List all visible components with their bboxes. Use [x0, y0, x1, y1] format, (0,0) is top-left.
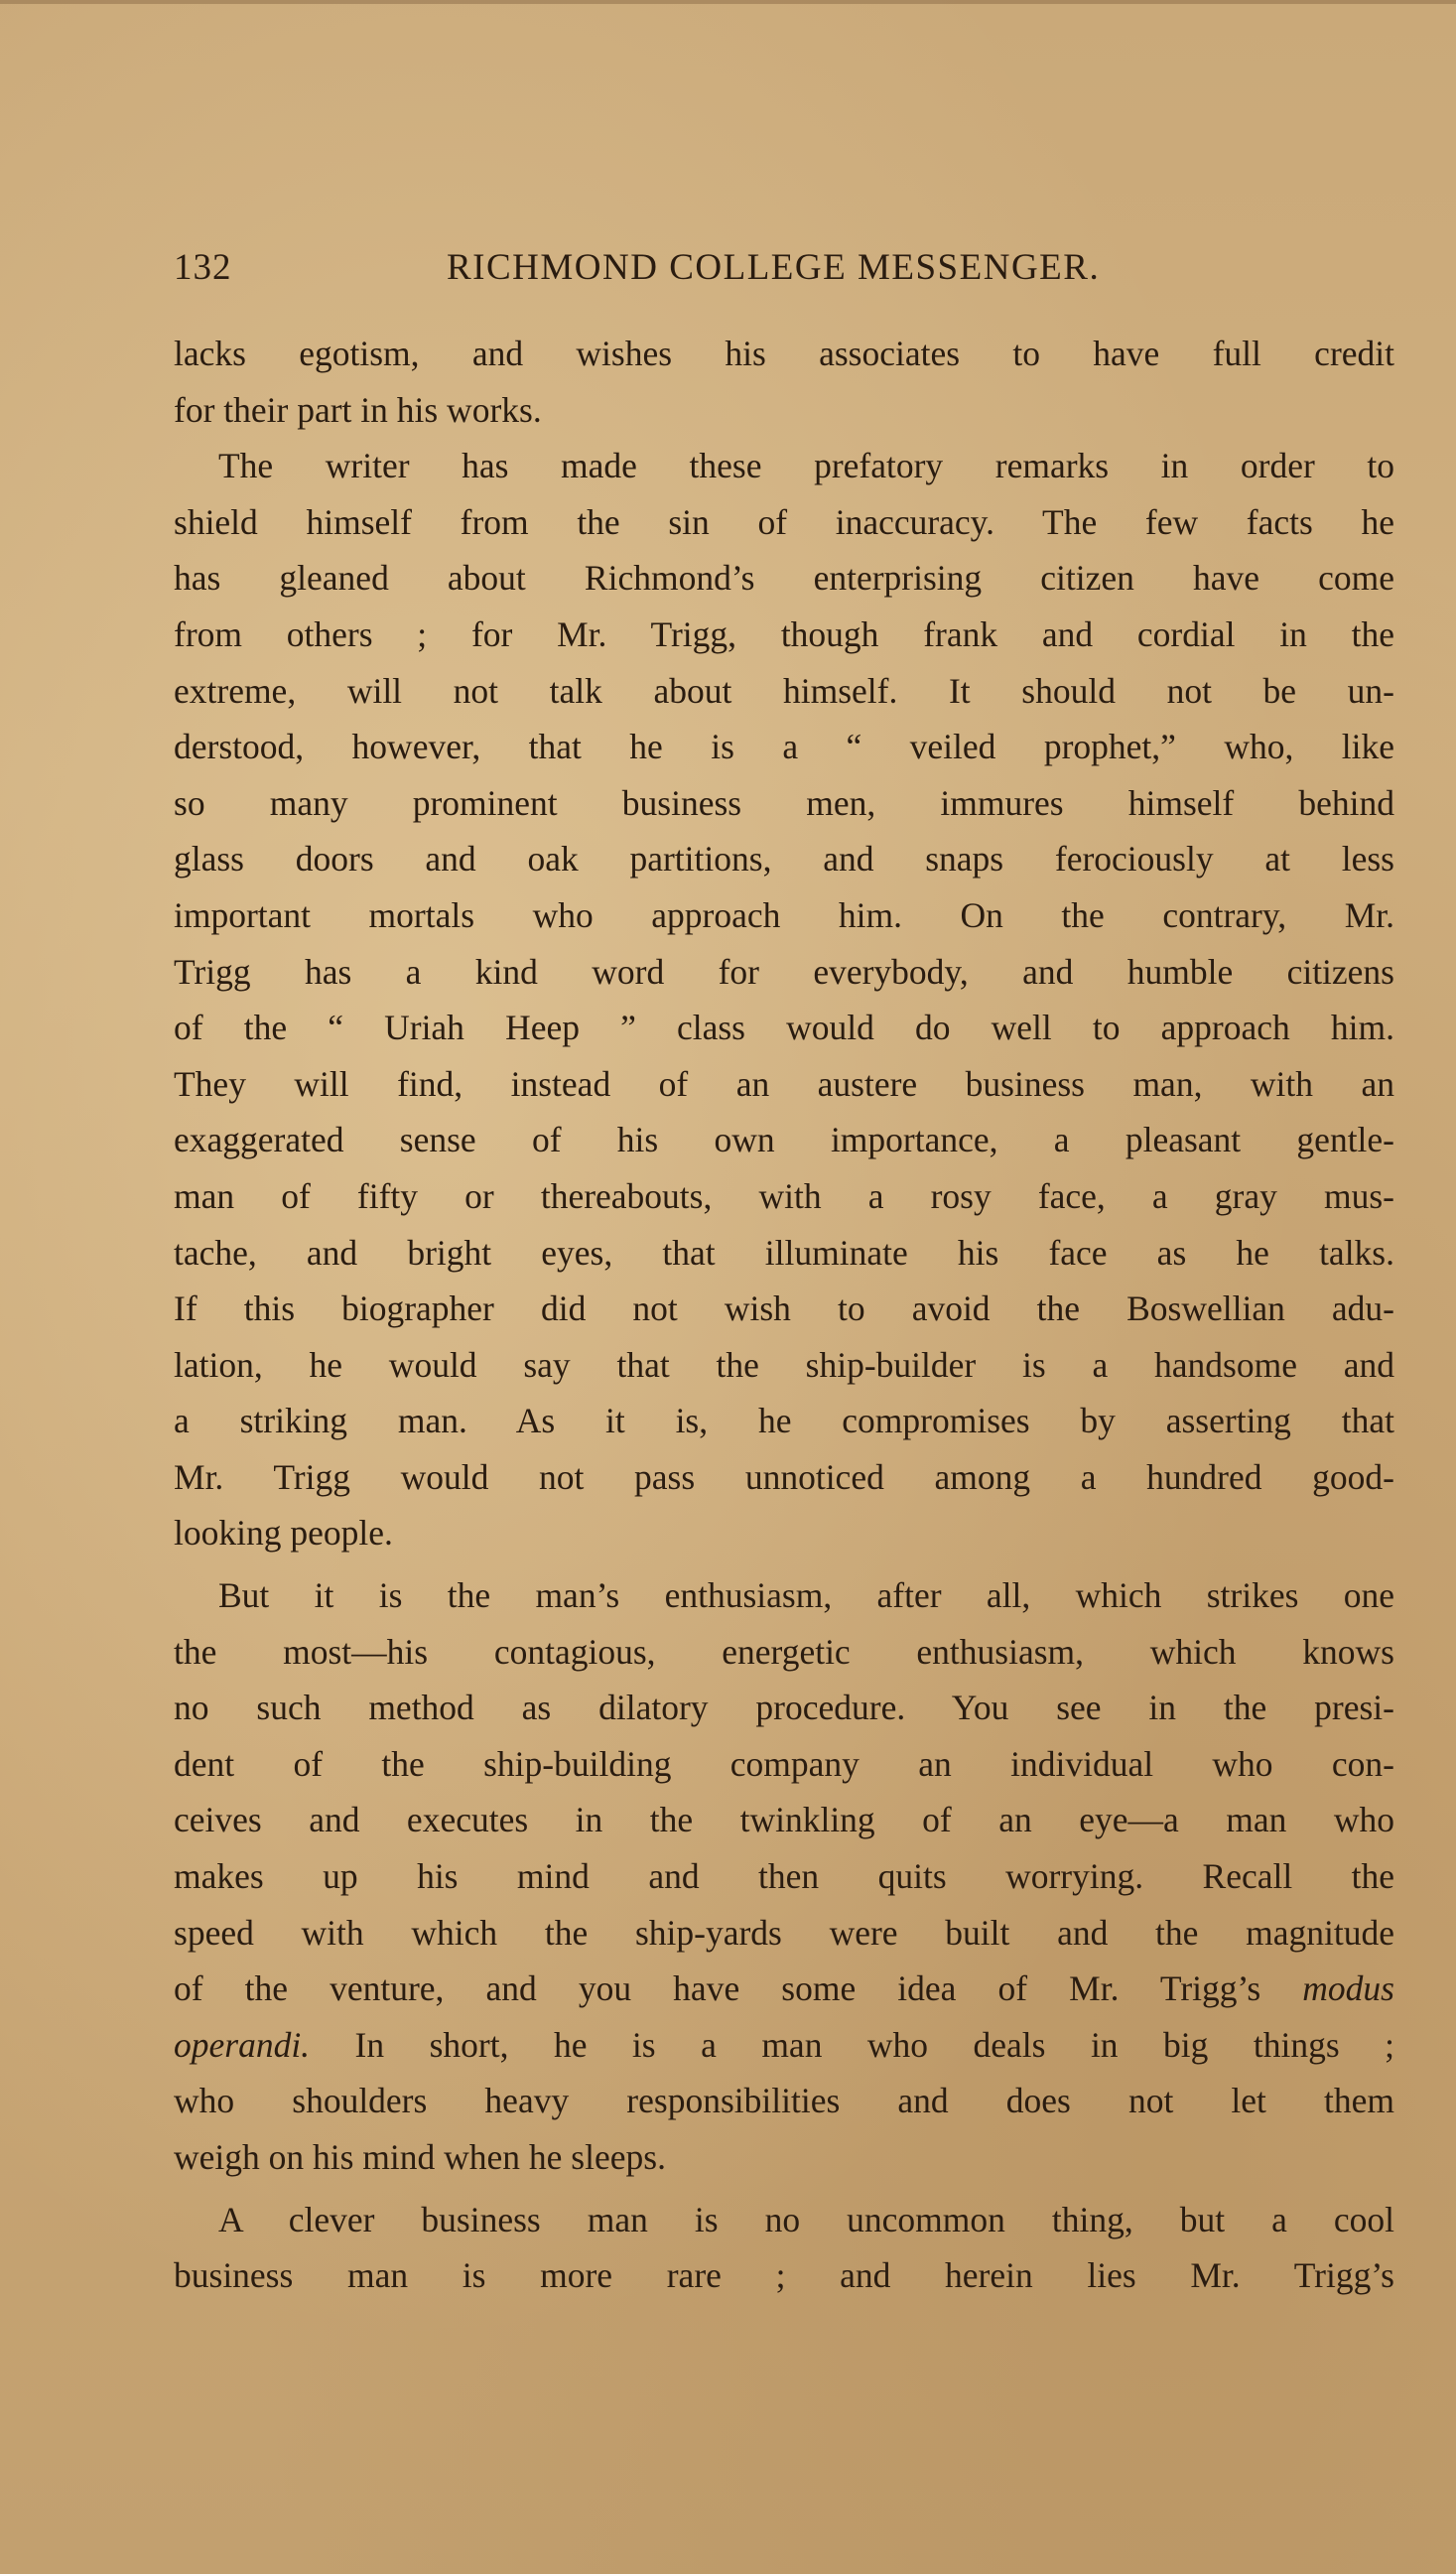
text-line: speed with which the ship-yards were built and the magnitude	[174, 1912, 1394, 1953]
italic-phrase: operandi.	[174, 2024, 311, 2065]
text-line: derstood, however, that he is a “ veiled prophet,” who, like	[174, 727, 1394, 767]
running-title: RICHMOND COLLEGE MESSENGER.	[447, 247, 1101, 288]
text-line: They will find, instead of an austere business man, with an	[174, 1063, 1394, 1104]
page-header	[174, 246, 1181, 296]
text-line: important mortals who approach him. On the contrary, Mr.	[174, 894, 1394, 935]
text-line: weigh on his mind when he sleeps.	[174, 2137, 666, 2177]
text-line: makes up his mind and then quits worrying. Recall the	[174, 1856, 1394, 1897]
text-line: ceives and executes in the twinkling of an eye—a man who	[174, 1800, 1394, 1840]
text-line: A clever business man is no uncommon thing, but a cool	[218, 2199, 1394, 2239]
text-fragment: In short, he is a man who deals in big things ;	[354, 2024, 1395, 2065]
page-number: 132	[174, 247, 232, 288]
text-line: no such method as dilatory procedure. You see in the presi-	[174, 1688, 1394, 1728]
text-line: the most—his contagious, energetic enthusiasm, which knows	[174, 1631, 1394, 1672]
text-line: extreme, will not talk about himself. It should not be un-	[174, 670, 1394, 711]
text-line: The writer has made these prefatory remarks in order to	[218, 446, 1394, 486]
text-line: tache, and bright eyes, that illuminate his face as he talks.	[174, 1232, 1394, 1273]
text-line: business man is more rare ; and herein lies Mr. Trigg’s	[174, 2255, 1394, 2296]
text-line: looking people.	[174, 1513, 393, 1554]
text-line: shield himself from the sin of inaccuracy. The few facts he	[174, 501, 1394, 542]
text-line: But it is the man’s enthusiasm, after all, which strikes one	[218, 1575, 1394, 1616]
text-fragment: of the venture, and you have some idea of Mr. Trigg’s	[174, 1968, 1261, 2009]
text-line: from others ; for Mr. Trigg, though frank and cordial in the	[174, 613, 1394, 654]
italic-phrase: modus	[1302, 1968, 1394, 2009]
text-line: for their part in his works.	[174, 389, 542, 430]
top-edge-rule	[0, 0, 1456, 4]
text-line: has gleaned about Richmond’s enterprising citizen have come	[174, 558, 1394, 599]
text-line: exaggerated sense of his own importance, a pleasant gentle-	[174, 1120, 1394, 1160]
text-line: man of fifty or thereabouts, with a rosy face, a gray mus-	[174, 1175, 1394, 1216]
text-line: a striking man. As it is, he compromises by asserting that	[174, 1401, 1394, 1441]
text-line: lacks egotism, and wishes his associates to have full credit	[174, 334, 1394, 373]
text-line-with-italic	[174, 1961, 1394, 2017]
text-line: of the “ Uriah Heep ” class would do well to approach him.	[174, 1008, 1394, 1048]
text-line: dent of the ship-building company an individual who con-	[174, 1743, 1394, 1784]
body-text	[174, 326, 1394, 2304]
text-line: so many prominent business men, immures himself behind	[174, 782, 1394, 823]
text-line: who shoulders heavy responsibilities and does not let them	[174, 2081, 1394, 2121]
text-line: Mr. Trigg would not pass unnoticed among a hundred good-	[174, 1456, 1394, 1497]
text-line: If this biographer did not wish to avoid the Boswellian adu-	[174, 1288, 1394, 1329]
text-line-with-italic	[174, 2017, 1394, 2074]
text-line: glass doors and oak partitions, and snaps ferociously at less	[174, 839, 1394, 880]
text-line: Trigg has a kind word for everybody, and humble citizens	[174, 951, 1394, 992]
text-line: lation, he would say that the ship-builder is a handsome and	[174, 1344, 1394, 1385]
